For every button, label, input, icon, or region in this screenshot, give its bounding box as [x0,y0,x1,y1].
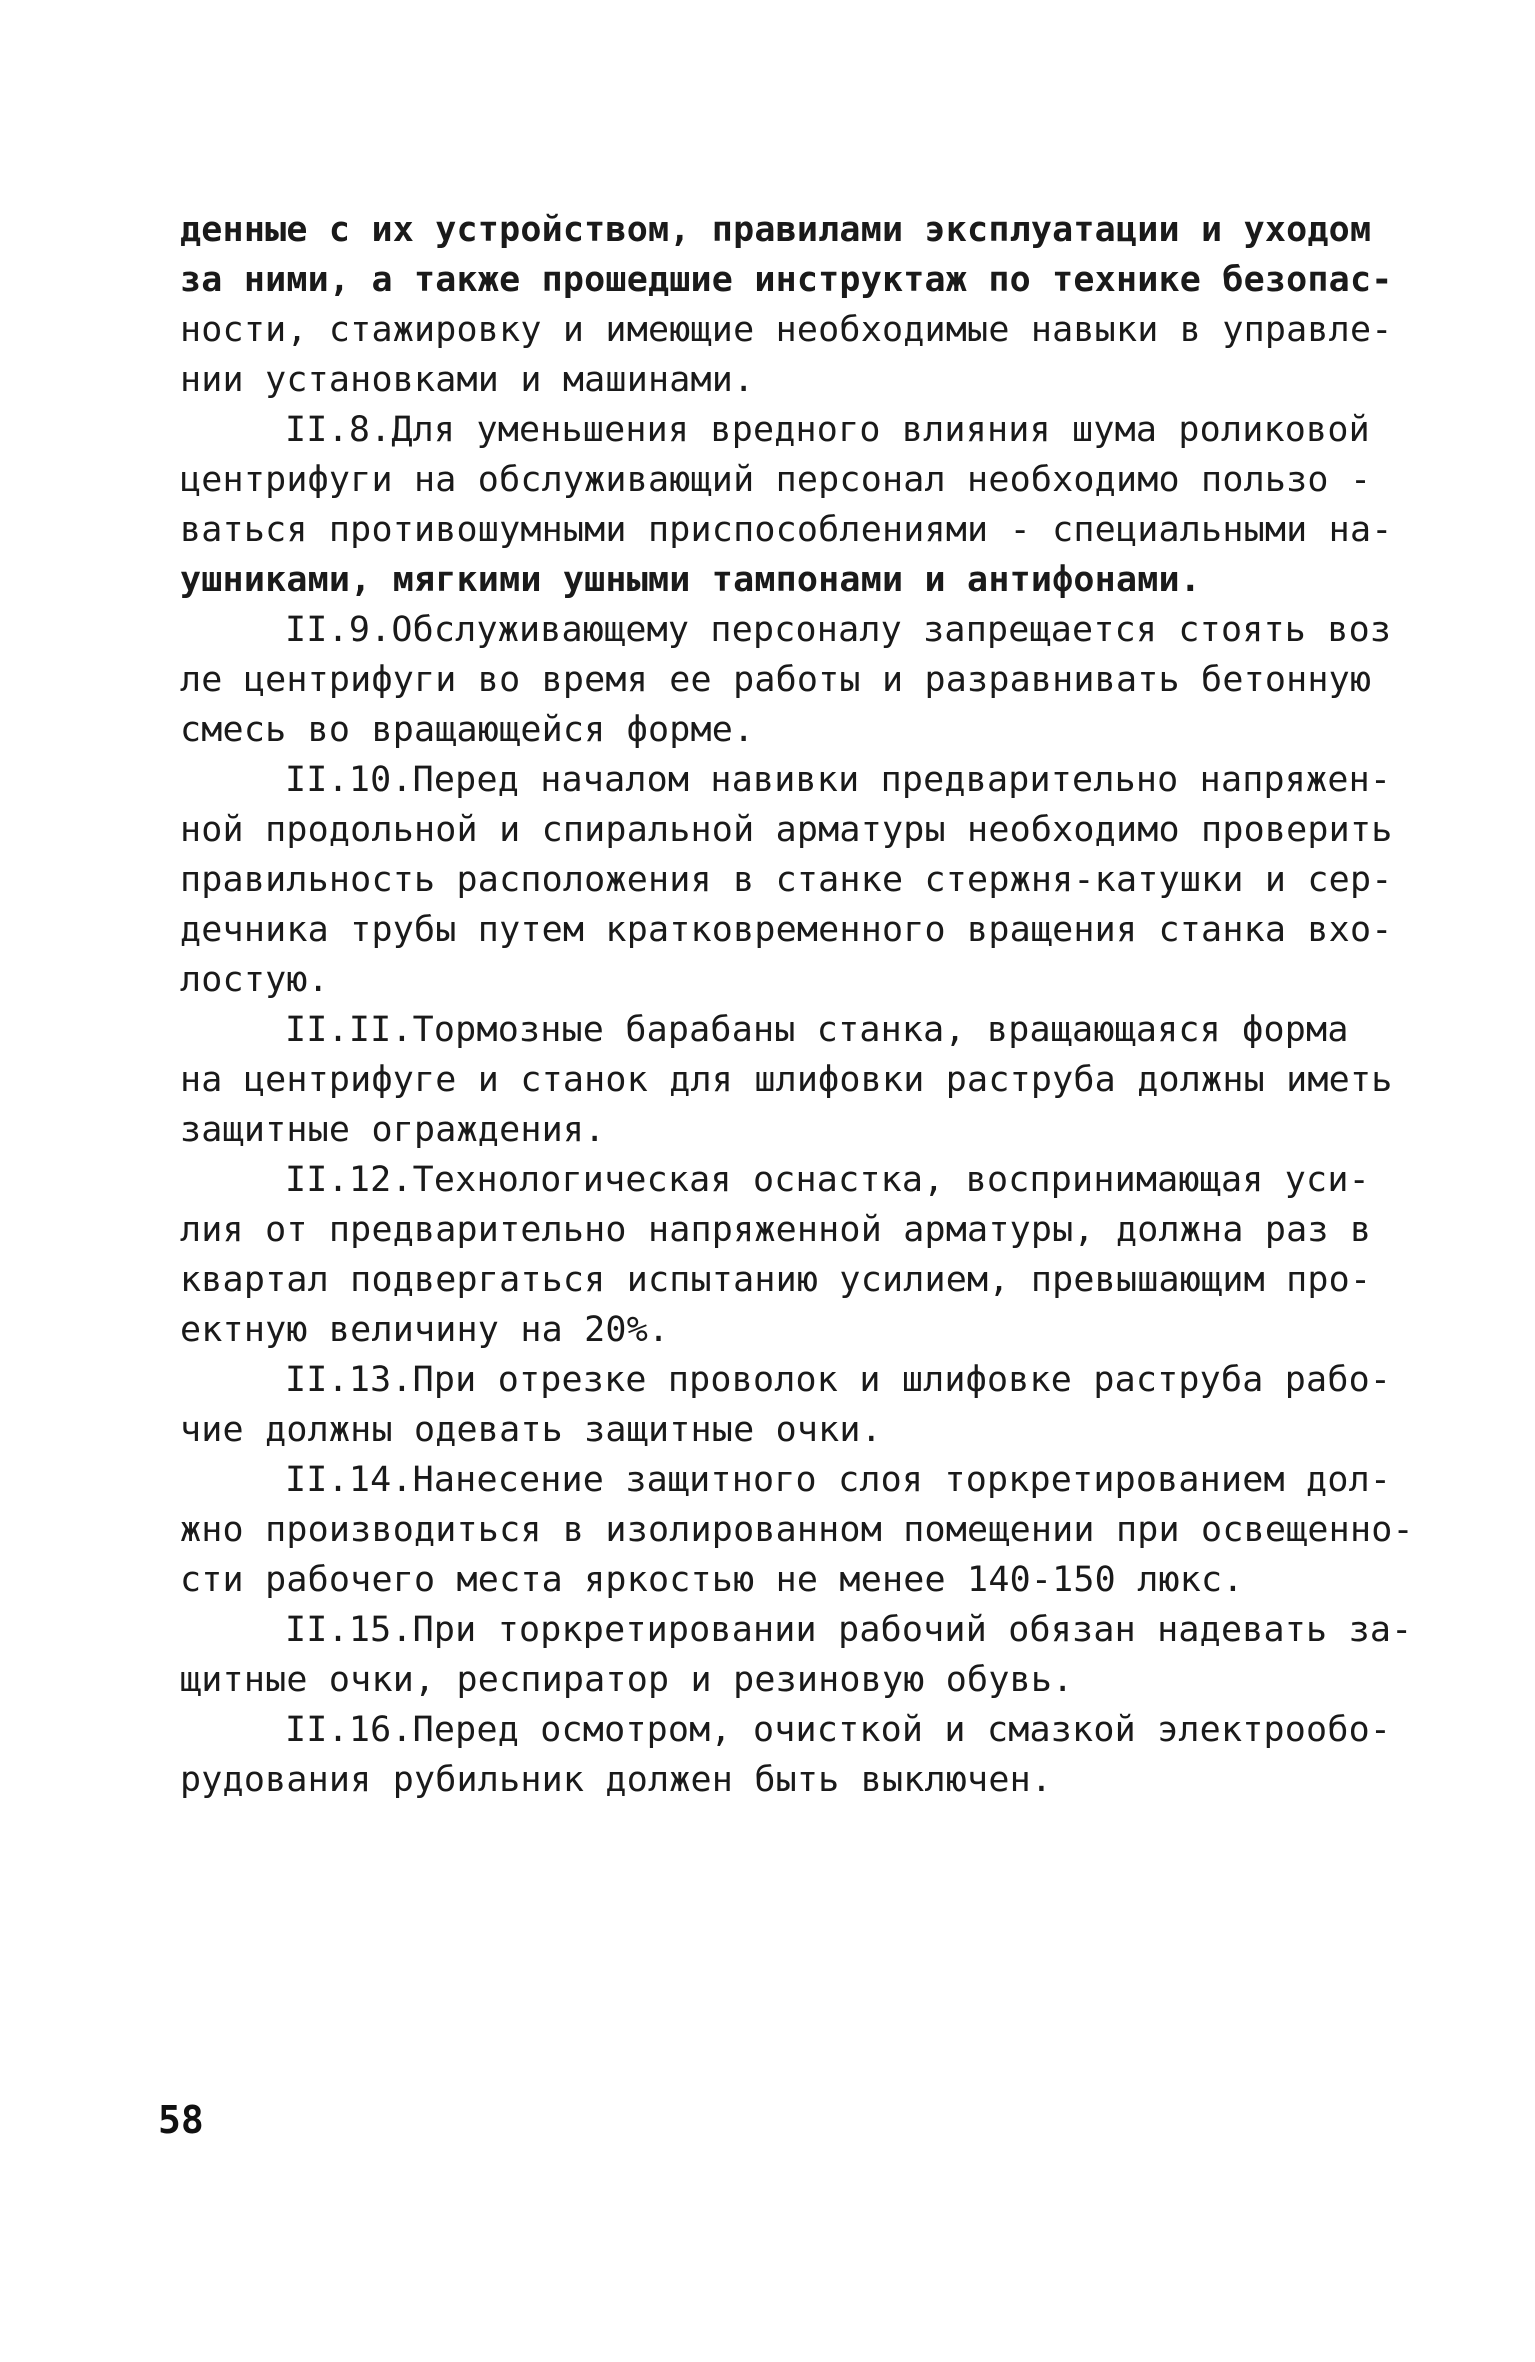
text-line: смесь во вращающейся форме. [180,710,755,750]
text-line: ле центрифуги во время ее работы и разравнивать бетонную [180,660,1372,700]
paragraph-11-8-start: II.8.Для уменьшения вредного влияния шума роликовой [285,410,1370,450]
text-line: центрифуги на обслуживающий персонал необходимо пользо - [180,460,1372,500]
paragraph-11-13-start: II.13.При отрезке проволок и шлифовке раструба рабо- [285,1360,1392,1400]
body-text [180,205,1414,1805]
text-line: защитные ограждения. [180,1110,606,1150]
text-line: денные с их устройством, правилами эксплуатации и уходом [180,210,1372,250]
text-line: ектную величину на 20%. [180,1310,670,1350]
text-line: ушниками, мягкими ушными тампонами и антифонами. [180,560,1202,600]
paragraph-11-11-start: II.II.Тормозные барабаны станка, вращающаяся форма [285,1010,1349,1050]
text-line: щитные очки, респиратор и резиновую обувь. [180,1660,1074,1700]
text-line: лия от предварительно напряженной арматуры, должна раз в [180,1210,1372,1250]
text-line: дечника трубы путем кратковременного вращения станка вхо- [180,910,1393,950]
text-line: жно производиться в изолированном помещении при освещенно- [180,1510,1414,1550]
paragraph-11-12-start: II.12.Технологическая оснастка, воспринимающая уси- [285,1160,1370,1200]
text-line: нии установками и машинами. [180,360,755,400]
text-line: ваться противошумными приспособлениями - специальными на- [180,510,1393,550]
text-line: чие должны одевать защитные очки. [180,1410,882,1450]
paragraph-11-16-start: II.16.Перед осмотром, очисткой и смазкой электрообо- [285,1710,1392,1750]
paragraph-11-15-start: II.15.При торкретировании рабочий обязан надевать за- [285,1610,1413,1650]
text-line: на центрифуге и станок для шлифовки раструба должны иметь [180,1060,1393,1100]
text-line: правильность расположения в станке стержня-катушки и сер- [180,860,1393,900]
page-number: 58 [158,2098,204,2142]
paragraph-11-10-start: II.10.Перед началом навивки предварительно напряжен- [285,760,1392,800]
text-line: ности, стажировку и имеющие необходимые навыки в управле- [180,310,1393,350]
paragraph-11-9-start: II.9.Обслуживающему персоналу запрещается стоять воз [285,610,1392,650]
text-line: сти рабочего места яркостью не менее 140-150 люкс. [180,1560,1244,1600]
text-line: за ними, а также прошедшие инструктаж по технике безопас- [180,260,1393,300]
text-line: рудования рубильник должен быть выключен. [180,1760,1053,1800]
paragraph-11-14-start: II.14.Нанесение защитного слоя торкретированием дол- [285,1460,1392,1500]
text-line: ной продольной и спиральной арматуры необходимо проверить [180,810,1393,850]
text-line: квартал подвергаться испытанию усилием, превышающим про- [180,1260,1372,1300]
text-line: лостую. [180,960,329,1000]
